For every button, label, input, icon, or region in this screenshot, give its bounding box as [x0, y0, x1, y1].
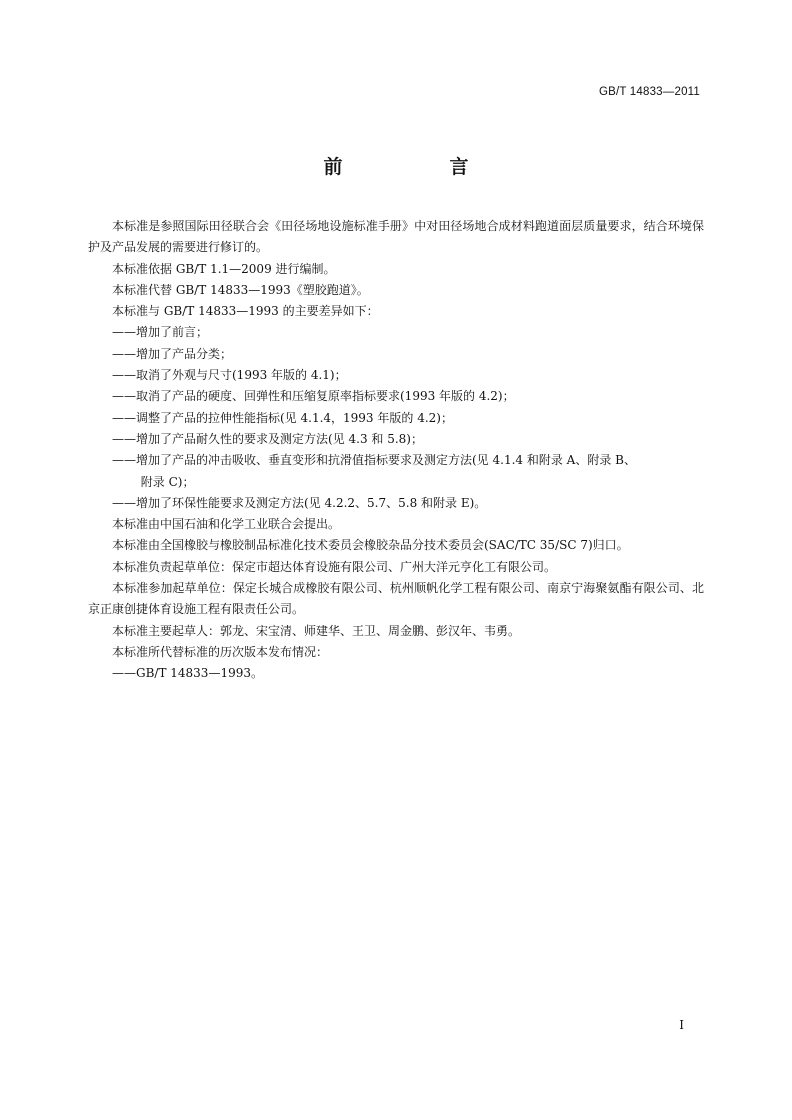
paragraph-drafting-rule: 本标准依据 GB/T 1.1—2009 进行编制。 [112, 261, 336, 276]
list-item-line: ——增加了产品的冲击吸收、垂直变形和抗滑值指标要求及测定方法(见 4.1.4 和附录 A、附录 B、 [112, 453, 636, 468]
list-item-continuation: 附录 C)； [140, 474, 195, 489]
page-title: 前 言 [323, 156, 513, 178]
paragraph-lead-drafter: 本标准负责起草单位：保定市超达体育设施有限公司、广州大洋元亨化工有限公司。 [112, 559, 557, 574]
list-item: ——调整了产品的拉伸性能指标(见 4.1.4，1993 年版的 4.2)； [112, 410, 453, 425]
list-item: ——GB/T 14833—1993。 [112, 666, 263, 681]
list-item: ——取消了产品的硬度、回弹性和压缩复原率指标要求(1993 年版的 4.2)； [112, 389, 515, 404]
list-item: ——增加了产品分类； [112, 346, 233, 361]
list-item: ——增加了产品耐久性的要求及测定方法(见 4.3 和 5.8)； [112, 431, 423, 446]
list-item: ——增加了前言； [112, 325, 209, 340]
list-item: ——取消了外观与尺寸(1993 年版的 4.1)； [112, 368, 347, 383]
standard-code-header: GB/T 14833—2011 [598, 86, 700, 98]
foreword-body [88, 216, 704, 685]
paragraph-differences-intro: 本标准与 GB/T 14833—1993 的主要差异如下： [112, 304, 379, 319]
paragraph-participants: 本标准参加起草单位：保定长城合成橡胶有限公司、杭州顺帆化学工程有限公司、南京宁海聚氨酯有限公司、北京正康创捷体育设施工程有限责任公司。 [88, 581, 704, 617]
paragraph-history-intro: 本标准所代替标准的历次版本发布情况： [112, 644, 329, 659]
paragraph-proposer: 本标准由中国石油和化学工业联合会提出。 [112, 517, 341, 532]
list-item: ——增加了环保性能要求及测定方法(见 4.2.2、5.7、5.8 和附录 E)。 [112, 495, 487, 510]
paragraph-committee: 本标准由全国橡胶与橡胶制品标准化技术委员会橡胶杂品分技术委员会(SAC/TC 35/SC 7)归口。 [112, 538, 629, 553]
paragraph-basis: 本标准是参照国际田径联合会《田径场地设施标准手册》中对田径场地合成材料跑道面层质量要求，结合环境保护及产品发展的需要进行修订的。 [88, 219, 704, 255]
list-item [88, 450, 704, 493]
paragraph-replaces: 本标准代替 GB/T 14833—1993《塑胶跑道》。 [112, 282, 369, 297]
paragraph-drafters: 本标准主要起草人：郭龙、宋宝清、师建华、王卫、周金鹏、彭汉年、韦勇。 [112, 623, 521, 638]
page-number: I [679, 1018, 684, 1032]
